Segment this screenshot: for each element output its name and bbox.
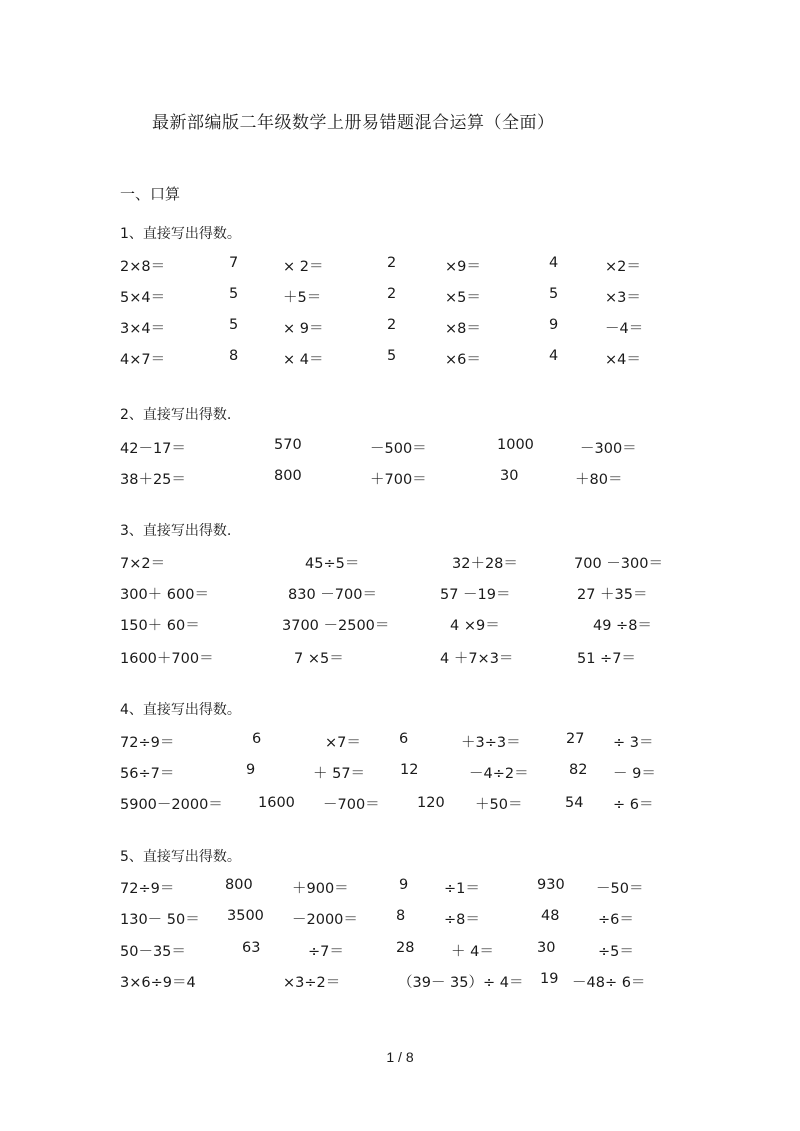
problem-cell: ＋700＝	[370, 472, 427, 488]
problem-cell: 49 ÷8＝	[593, 618, 652, 634]
problem-cell: ÷ 6＝	[613, 797, 654, 813]
problem-cell: 800	[274, 468, 302, 484]
problem-cell: －4＝	[605, 321, 644, 337]
problem-cell: 2	[387, 317, 397, 333]
problem-cell: （39－ 35）÷ 4＝	[398, 975, 524, 991]
problem-cell: 30	[500, 468, 519, 484]
problem-cell: 8	[229, 348, 239, 364]
problem-cell: ÷7＝	[308, 944, 344, 960]
problem-cell: 120	[417, 795, 445, 811]
problem-cell: － 9＝	[613, 766, 656, 782]
problem-cell: 3700 －2500＝	[282, 618, 390, 634]
problem-cell: －48÷ 6＝	[572, 975, 646, 991]
problem-cell: 5×4＝	[120, 290, 166, 306]
problem-cell: 63	[242, 940, 261, 956]
problem-cell: 8	[396, 908, 406, 924]
problem-cell: 57 －19＝	[440, 587, 511, 603]
problem-cell: 7	[229, 255, 239, 271]
problem-cell: 38＋25＝	[120, 472, 186, 488]
problem-cell: 72÷9＝	[120, 735, 175, 751]
problem-cell: ÷1＝	[444, 881, 480, 897]
problem-cell: ÷8＝	[444, 912, 480, 928]
problem-cell: 830 －700＝	[288, 587, 377, 603]
problem-cell: 6	[252, 731, 262, 747]
problem-cell: 700 －300＝	[574, 556, 663, 572]
problem-cell: 9	[246, 762, 256, 778]
problem-cell: 45÷5＝	[305, 556, 360, 572]
problem-cell: ＋80＝	[575, 472, 623, 488]
problem-cell: ÷5＝	[598, 944, 634, 960]
problem-cell: 150＋ 60＝	[120, 618, 200, 634]
problem-cell: 1600	[258, 795, 295, 811]
exercise-3-instruction: 3、直接写出得数.	[120, 523, 232, 539]
problem-cell: 3×6÷9＝4	[120, 975, 196, 991]
problem-cell: －500＝	[370, 441, 427, 457]
problem-cell: 5	[549, 286, 559, 302]
problem-cell: 50－35＝	[120, 944, 186, 960]
problem-cell: 4×7＝	[120, 352, 166, 368]
problem-cell: 72÷9＝	[120, 881, 175, 897]
problem-cell: ÷ 3＝	[613, 735, 654, 751]
problem-cell: 2	[387, 255, 397, 271]
problem-cell: 800	[225, 877, 253, 893]
problem-cell: 3×4＝	[120, 321, 166, 337]
problem-cell: 19	[540, 971, 559, 987]
problem-cell: ×3÷2＝	[283, 975, 341, 991]
problem-cell: －2000＝	[292, 912, 358, 928]
problem-cell: 6	[399, 731, 409, 747]
section-heading: 一、口算	[120, 185, 181, 203]
problem-cell: ＋900＝	[292, 881, 349, 897]
problem-cell: 4 ×9＝	[450, 618, 500, 634]
problem-cell: 28	[396, 940, 415, 956]
problem-cell: × 4＝	[283, 352, 324, 368]
problem-cell: －300＝	[580, 441, 637, 457]
problem-cell: 5	[229, 317, 239, 333]
document-title: 最新部编版二年级数学上册易错题混合运算（全面）	[152, 113, 555, 133]
problem-cell: 2×8＝	[120, 259, 166, 275]
problem-cell: 9	[399, 877, 409, 893]
problem-cell: ＋3÷3＝	[461, 735, 521, 751]
exercise-1-instruction: 1、直接写出得数。	[120, 226, 241, 242]
problem-cell: 30	[537, 940, 556, 956]
problem-cell: 4	[549, 255, 559, 271]
problem-cell: 27	[566, 731, 585, 747]
problem-cell: 42－17＝	[120, 441, 186, 457]
problem-cell: 27 ＋35＝	[577, 587, 648, 603]
problem-cell: 3500	[227, 908, 264, 924]
exercise-4-instruction: 4、直接写出得数。	[120, 702, 241, 718]
problem-cell: －4÷2＝	[469, 766, 529, 782]
problem-cell: 130－ 50＝	[120, 912, 200, 928]
problem-cell: × 2＝	[283, 259, 324, 275]
problem-cell: 300＋ 600＝	[120, 587, 209, 603]
problem-cell: 4 ＋7×3＝	[440, 651, 514, 667]
problem-cell: 2	[387, 286, 397, 302]
problem-cell: ×3＝	[605, 290, 641, 306]
exercise-5-instruction: 5、直接写出得数。	[120, 849, 241, 865]
problem-cell: ×9＝	[445, 259, 481, 275]
problem-cell: ×6＝	[445, 352, 481, 368]
problem-cell: 56÷7＝	[120, 766, 175, 782]
problem-cell: 5	[229, 286, 239, 302]
problem-cell: ＋ 4＝	[451, 944, 494, 960]
problem-cell: ×8＝	[445, 321, 481, 337]
problem-cell: ＋5＝	[283, 290, 322, 306]
problem-cell: 930	[537, 877, 565, 893]
problem-cell: × 9＝	[283, 321, 324, 337]
problem-cell: 5900－2000＝	[120, 797, 223, 813]
problem-cell: ×7＝	[325, 735, 361, 751]
problem-cell: －50＝	[596, 881, 644, 897]
problem-cell: 32＋28＝	[452, 556, 518, 572]
problem-cell: 1600＋700＝	[120, 651, 214, 667]
problem-cell: 1000	[497, 437, 534, 453]
problem-cell: ＋50＝	[475, 797, 523, 813]
problem-cell: 4	[549, 348, 559, 364]
problem-cell: ×2＝	[605, 259, 641, 275]
problem-cell: 570	[274, 437, 302, 453]
problem-cell: －700＝	[323, 797, 380, 813]
problem-cell: 48	[541, 908, 560, 924]
problem-cell: 82	[569, 762, 588, 778]
exercise-2-instruction: 2、直接写出得数.	[120, 407, 232, 423]
page-number: 1 / 8	[386, 1049, 414, 1065]
problem-cell: 7 ×5＝	[294, 651, 344, 667]
problem-cell: 12	[400, 762, 419, 778]
problem-cell: ×4＝	[605, 352, 641, 368]
problem-cell: ÷6＝	[598, 912, 634, 928]
problem-cell: 9	[549, 317, 559, 333]
problem-cell: ×5＝	[445, 290, 481, 306]
problem-cell: ＋ 57＝	[313, 766, 366, 782]
problem-cell: 5	[387, 348, 397, 364]
problem-cell: 54	[565, 795, 584, 811]
problem-cell: 51 ÷7＝	[577, 651, 636, 667]
problem-cell: 7×2＝	[120, 556, 166, 572]
